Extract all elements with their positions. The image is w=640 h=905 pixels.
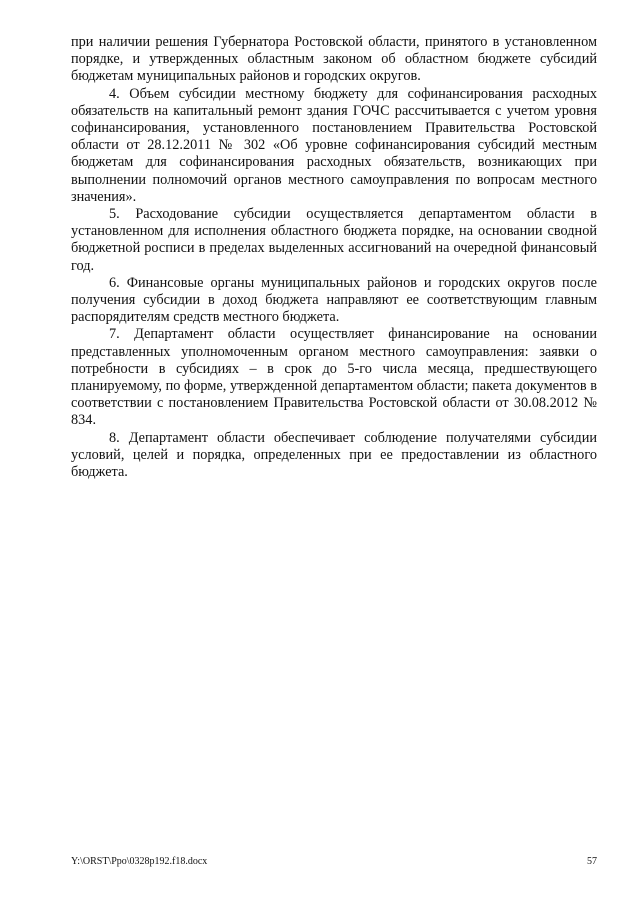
page-number: 57 <box>587 856 597 867</box>
paragraph-item-8: 8. Департамент области обеспечивает соблюдение получателями субсидии условий, целей и порядка, определенных при ее предоставлении из областного бюджета. <box>71 429 597 481</box>
footer-file-path: Y:\ORST\Ppo\0328p192.f18.docx <box>71 856 208 867</box>
paragraph-item-4: 4. Объем субсидии местному бюджету для софинансирования расходных обязательств на капитальный ремонт здания ГОЧС рассчитывается с учетом уровня софинансирования, установленного постановлением Правительства Ростовской области от 28.12.2011 № 302 «Об уровне софинансирования субсидий местным бюджетам для софинансирования расходных обязательств, возникающих при выполнении полномочий органов местного самоуправления по вопросам местного значения». <box>71 85 597 205</box>
paragraph-item-5: 5. Расходование субсидии осуществляется департаментом области в установленном для исполнения областного бюджета порядке, на основании сводной бюджетной росписи в пределах выделенных ассигнований на очередной финансовый год. <box>71 206 597 274</box>
paragraph-item-7: 7. Департамент области осуществляет финансирование на основании представленных уполномоченным органом местного самоуправления: заявки о потребности в субсидиях – в срок до 5-го числа месяца, предшествующего планируемому, по форме, утвержденной департаментом области; пакета документов в соответствии с постановлением Правительства Ростовской области от 30.08.2012 № 834. <box>71 326 597 429</box>
paragraph-item-6: 6. Финансовые органы муниципальных районов и городских округов после получения субсидии в доход бюджета направляют ее соответствующим главным распорядителям средств местного бюджета. <box>71 274 597 326</box>
document-body <box>71 34 597 481</box>
paragraph-continuation: при наличии решения Губернатора Ростовской области, принятого в установленном порядке, и утвержденных областным законом об областном бюджете субсидий бюджетам муниципальных районов и городских округов. <box>71 34 597 85</box>
